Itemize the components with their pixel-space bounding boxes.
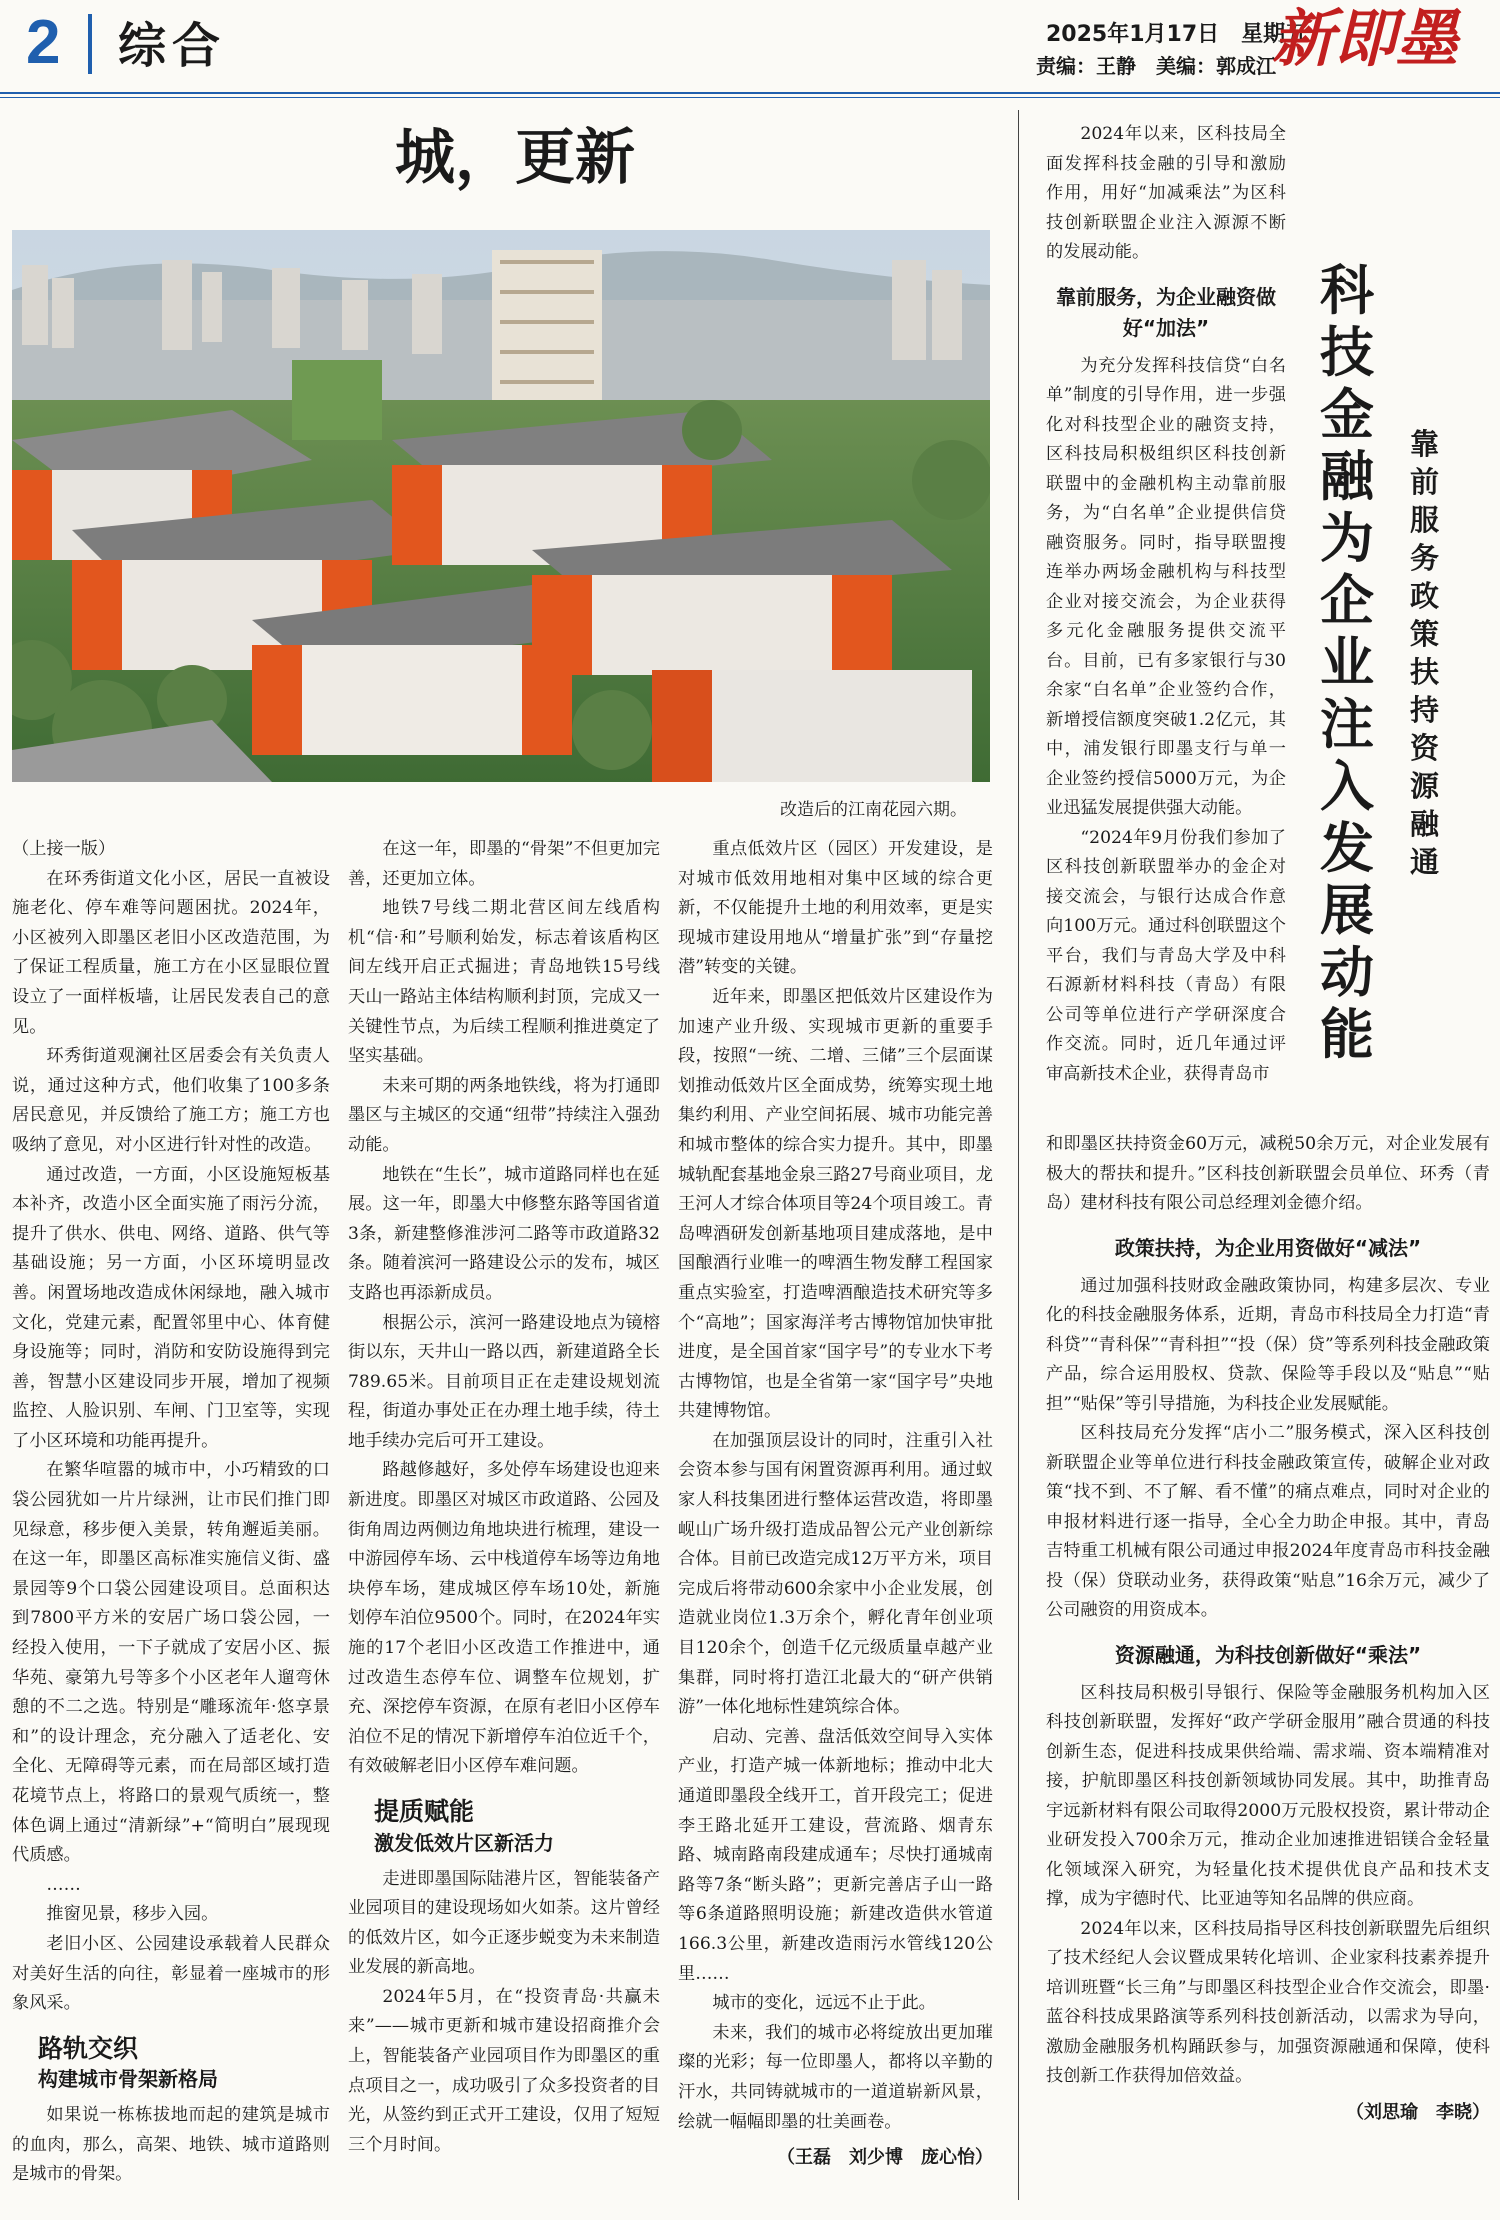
paragraph: 路越修越好，多处停车场建设也迎来新进度。即墨区对城区市政道路、公园及街角周边两侧边角地块进行梳理，建设一中游园停车场、云中栈道停车场等边角地块停车场，建成城区停车场10处，新施划停车泊位9500个。同时，在2024年实施的17个老旧小区改造工作推进中，通过改造生态停车位、调整车位规划，扩充、深挖停车资源，在原有老旧小区停车泊位不足的情况下新增停车泊位近千个，有效破解老旧小区停车难问题。 — [348, 1460, 660, 1777]
paragraph: 和即墨区扶持资金60万元，减税50余万元，对企业发展有极大的帮扶和提升。”区科技创新联盟会员单位、环秀（青岛）建材科技有限公司总经理刘金德介绍。 — [1046, 1134, 1490, 1213]
right-story-title: 科技金融为企业注入发展动能 — [1320, 259, 1374, 1066]
subheading: 政策扶持，为企业用资做好“减法” — [1114, 1235, 1422, 1260]
ellipsis: …… — [46, 1874, 81, 1895]
byline: （王磊 刘少博 庞心怡） — [777, 2147, 993, 2169]
right-article-body — [1046, 1130, 1490, 2127]
subheading-title: 路轨交织 — [38, 2033, 139, 2063]
subheading: 资源融通，为科技创新做好“乘法” — [1114, 1642, 1422, 1667]
article-column-2 — [348, 835, 660, 2160]
paragraph: 未来可期的两条地铁线，将为打通即墨区与主城区的交通“纽带”持续注入强劲动能。 — [348, 1075, 660, 1155]
paragraph: 未来，我们的城市必将绽放出更加璀璨的光彩；每一位即墨人，都将以辛勤的汗水，共同铸就城市的一道道崭新风景，绘就一幅幅即墨的壮美画卷。 — [678, 2022, 993, 2132]
paragraph: 根据公示，滨河一路建设地点为镜榕街以东，天井山一路以西，新建道路全长789.65米。目前项目正在走建设规划流程，街道办事处正在办理土地手续，待土地手续办完后可开工建设。 — [348, 1312, 660, 1451]
paragraph: 近年来，即墨区把低效片区建设作为加速产业升级、实现城市更新的重要手段，按照“一统、二增、三储”三个层面谋划推动低效片区全面成势，统筹实现土地集约利用、产业空间拓展、城市功能完善和城市整体的综合实力提升。其中，即墨城轨配套基地金泉三路27号商业项目，龙王河人才综合体项目等24个项目竣工。青岛啤酒研发创新基地项目建成落地，是中国酿酒行业唯一的啤酒生物发酵工程国家重点实验室，打造啤酒酿造技术研究等多个“高地”；国家海洋考古博物馆加快审批进度，是全国首家“国字号”的专业水下考古博物馆，也是全省第一家“国字号”央地共建博物馆。 — [678, 986, 993, 1422]
subheading — [12, 2033, 330, 2094]
section-divider — [88, 14, 92, 74]
subheading-deck: 构建城市骨架新格局 — [38, 2067, 218, 2092]
paragraph: 区科技局积极引导银行、保险等金融服务机构加入区科技创新联盟，发挥好“政产学研金服用”融合贯通的科技创新生态，促进科技成果供给端、需求端、资本端精准对接，护航即墨区科技创新领域协同发展。其中，助推青岛宇远新材料有限公司取得2000万元股权投资，累计带动企业研发投入700余万元，推动企业加速推进铝镁合金轻量化领域深入研究，为轻量化技术提供优良产品和技术支撑，成为宇德时代、比亚迪等知名品牌的供应商。 — [1046, 1682, 1490, 1909]
paragraph: 老旧小区、公园建设承载着人民群众对美好生活的向往，彰显着一座城市的形象风采。 — [12, 1933, 330, 2014]
paragraph: 2024年以来，区科技局全面发挥科技金融的引导和激励作用，用好“加减乘法”为区科技创新联盟企业注入源源不断的发展动能。 — [1046, 124, 1286, 262]
masthead-logo: 新即墨 — [1272, 2, 1459, 75]
paragraph: 环秀街道观澜社区居委会有关负责人说，通过这种方式，他们收集了100多条居民意见，并反馈给了施工方；施工方也吸纳了意见，对小区进行针对性的改造。 — [12, 1046, 330, 1155]
city-renewal-photo — [12, 230, 990, 782]
page-number: 2 — [26, 8, 61, 77]
paragraph: 2024年5月，在“投资青岛·共赢未来”——城市更新和城市建设招商推介会上，智能装备产业园项目作为即墨区的重点项目之一，成功吸引了众多投资者的目光，从签约到正式开工建设，仅用了短短三个月时间。 — [348, 1986, 660, 2155]
paragraph: 在加强顶层设计的同时，注重引入社会资本参与国有闲置资源再利用。通过蚁家人科技集团进行整体运营改造，将即墨岘山广场升级打造成品智公元产业创新综合体。目前已改造完成12万平方米，项目完成后将带动600余家中小企业发展，创造就业岗位1.3万余个，孵化青年创业项目120余个，创造千亿元级质量卓越产业集群，同时将打造江北最大的“研产供销游”一体化地标性建筑综合体。 — [678, 1430, 993, 1718]
paragraph: 为充分发挥科技信贷“白名单”制度的引导作用，进一步强化对科技型企业的融资支持，区科技局积极组织区科技创新联盟中的金融机构主动靠前服务，为“白名单”企业提供信贷融资服务。同时，指导联盟搜连举办两场金融机构与科技型企业对接交流会，为企业获得多元化金融服务提供交流平台。目前，已有多家银行与30余家“白名单”企业签约合作，新增授信额度突破1.2亿元，其中，浦发银行即墨支行与单一企业签约授信5000万元，为企业迅猛发展提供强大动能。 — [1046, 355, 1286, 818]
paragraph: “2024年9月份我们参加了区科技创新联盟举办的金企对接交流会，与银行达成合作意向100万元。通过科创联盟这个平台，我们与青岛大学及中科石源新材料科技（青岛）有限公司等单位进行产学研深度合作交流。同时，近几年通过评审高新技术企业，获得青岛市 — [1046, 827, 1286, 1084]
paragraph: 城市的变化，远远不止于此。 — [712, 1993, 936, 2014]
paragraph: 区科技局充分发挥“店小二”服务模式，深入区科技创新联盟企业等单位进行科技金融政策宣传，破解企业对政策“找不到、不了解、看不懂”的痛点难点，同时对企业的申报材料进行逐一指导，全心全力助企申报。其中，青岛吉特重工机械有限公司通过申报2024年度青岛市科技金融投（保）贷联动业务，获得政策“贴息”16余万元，减少了公司融资的用资成本。 — [1046, 1423, 1490, 1620]
paragraph: 重点低效片区（园区）开发建设，是对城市低效用地相对集中区域的综合更新，不仅能提升土地的利用效率，更是实现城市建设用地从“增量扩张”到“存量挖潜”转变的关键。 — [678, 839, 993, 978]
subheading-deck: 激发低效片区新活力 — [374, 1830, 554, 1855]
paragraph: 在繁华喧嚣的城市中，小巧精致的口袋公园犹如一片片绿洲，让市民们推门即见绿意，移步便入美景，转角邂逅美丽。在这一年，即墨区高标准实施信义街、盛景园等9个口袋公园建设项目。总面积达到7800平方米的安居广场口袋公园，一经投入使用，一下子就成了安居小区、振华苑、豪第九号等多个小区老年人遛弯休憩的不二之选。特别是“雕琢流年·悠享景和”的设计理念，充分融入了适老化、安全化、无障碍等元素，而在局部区域打造花境节点上，将路口的景观气质统一，整体色调上通过“清新绿”+“简明白”展现现代质感。 — [12, 1460, 330, 1866]
right-article-intro — [1046, 120, 1286, 1089]
article-column-3 — [678, 835, 993, 2173]
paragraph: 2024年以来，区科技局指导区科技创新联盟先后组织了技术经纪人会议暨成果转化培训、企业家科技素养提升培训班暨“长三角”与即墨区科技型企业合作交流会，即墨·蓝谷科技成果路演等系列科技创新活动，以需求为导向，激励金融服务机构踊跃参与，加强资源融通和保障，使科技创新工作获得加倍效益。 — [1046, 1918, 1490, 2086]
photo-caption: 改造后的江南花园六期。 — [780, 800, 967, 820]
paragraph: 走进即墨国际陆港片区，智能装备产业园项目的建设现场如火如荼。这片曾经的低效片区，如今正逐步蜕变为未来制造业发展的新高地。 — [348, 1868, 660, 1978]
right-story-deck: 靠前服务 政策扶持 资源融通 — [1410, 427, 1469, 879]
page-header — [0, 0, 1500, 100]
subheading: 靠前服务，为企业融资做好“加法” — [1056, 284, 1276, 340]
paragraph: 通过改造，一方面，小区设施短板基本补齐，改造小区全面实施了雨污分流，提升了供水、供电、网络、道路、供气等基础设施；另一方面，小区环境明显改善。闲置场地改造成休闲绿地，融入城市文化，党建元素，配置邻里中心、体育健身设施等；同时，消防和安防设施得到完善，智慧小区建设同步开展，增加了视频监控、人脸识别、车闸、门卫室等，实现了小区环境和功能再提升。 — [12, 1164, 330, 1451]
subheading-title: 提质赋能 — [374, 1797, 475, 1826]
header-rule — [0, 92, 1500, 94]
paragraph: 启动、完善、盘活低效空间导入实体产业，打造产城一体新地标；推动中北大通道即墨段全线开工，首开段完工；促进李王路北延开工建设，营流路、烟青东路、城南路南段建成通车；尽快打通城南路等7条“断头路”；更新完善店子山一路等6条道路照明设施；新建改造供水管道166.3公里，新建改造雨污水管线120公里…… — [678, 1726, 993, 1984]
paragraph: 如果说一栋栋拔地而起的建筑是城市的血肉，那么，高架、地铁、城市道路则是城市的骨架。 — [12, 2105, 330, 2185]
story-title: 城，更新 — [395, 123, 635, 193]
paragraph: 在环秀街道文化小区，居民一直被设施老化、停车难等问题困扰。2024年，小区被列入即墨区老旧小区改造范围，为了保证工程质量，施工方在小区显眼位置设立了一面样板墙，让居民发表自己的意见。 — [12, 868, 330, 1037]
paragraph: 推窗见景，移步入园。 — [46, 1904, 219, 1925]
subheading — [348, 1796, 660, 1857]
paragraph: 通过加强科技财政金融政策协同，构建多层次、专业化的科技金融服务体系，近期，青岛市科技局全力打造“青科贷”“青科保”“青科担”“投（保）贷”等系列科技金融政策产品，综合运用股权、贷款、保险等手段以及“贴息”“贴担”“贴保”等引导措施，为科技企业发展赋能。 — [1046, 1275, 1490, 1414]
byline: （刘思瑜 李晓） — [1346, 2101, 1490, 2123]
paragraph: 在这一年，即墨的“骨架”不但更加完善，还更加立体。 — [348, 839, 660, 889]
header-rule-thin — [0, 97, 1500, 98]
editors-line: 责编：王静 美编：郭成江 — [1036, 54, 1276, 78]
paragraph: 地铁在“生长”，城市道路同样也在延展。这一年，即墨大中修整东路等国省道3条，新建整修淮涉河二路等市政道路32条。随着滨河一路建设公示的发布，城区支路也再添新成员。 — [348, 1164, 660, 1303]
article-column-1 — [12, 835, 330, 2190]
news-photo — [12, 230, 990, 782]
column-separator — [1018, 110, 1019, 2200]
continued-note: （上接一版） — [12, 839, 116, 859]
issue-date: 2025年1月17日 星期五 — [1046, 22, 1308, 47]
paragraph: 地铁7号线二期北营区间左线盾构机“信·和”号顺利始发，标志着该盾构区间左线开启正式掘进；青岛地铁15号线天山一路站主体结构顺利封顶，完成又一关键性节点，为后续工程顺利推进奠定了坚实基础。 — [348, 898, 660, 1067]
section-title: 综合 — [118, 18, 227, 74]
